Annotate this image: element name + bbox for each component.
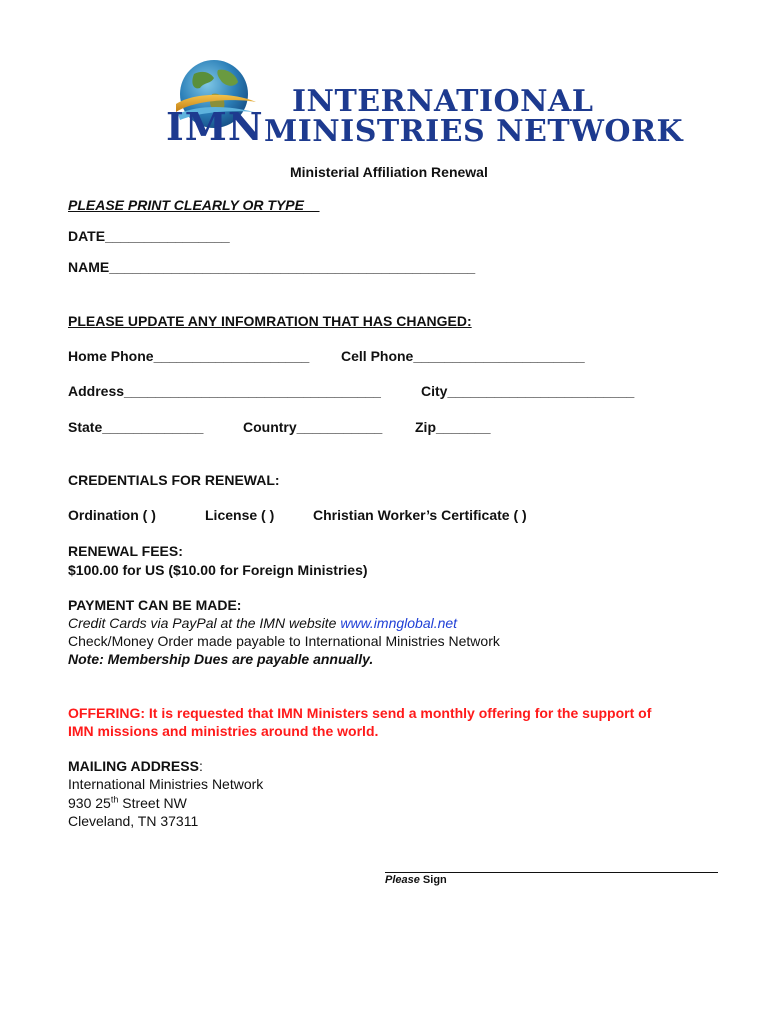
logo-title-line2: MINISTRIES NETWORK — [264, 114, 684, 149]
zip-field[interactable]: Zip_______ — [415, 419, 491, 435]
license-option[interactable]: License ( ) — [205, 507, 275, 523]
payment-credit-text: Credit Cards via PayPal at the IMN website — [68, 615, 341, 631]
mailing-colon: : — [198, 758, 203, 774]
city-field[interactable]: City________________________ — [421, 383, 635, 399]
street-number: 930 25 — [68, 795, 111, 811]
ordination-option[interactable]: Ordination ( ) — [68, 507, 156, 523]
form-title: Ministerial Affiliation Renewal — [290, 164, 488, 180]
mailing-city: Cleveland, TN 37311 — [68, 813, 199, 829]
update-notice: PLEASE UPDATE ANY INFOMRATION THAT HAS CHANGED: — [68, 313, 472, 329]
christian-worker-option[interactable]: Christian Worker’s Certificate ( ) — [313, 507, 527, 523]
credentials-heading: CREDENTIALS FOR RENEWAL: — [68, 472, 280, 488]
print-notice: PLEASE PRINT CLEARLY OR TYPE__ — [68, 197, 320, 213]
street-suffix: th — [110, 794, 119, 805]
mailing-org: International Ministries Network — [68, 776, 264, 792]
signature-please: Please — [385, 874, 420, 886]
mailing-heading-line — [68, 757, 203, 775]
cell-phone-field[interactable]: Cell Phone______________________ — [341, 348, 585, 364]
imn-logo — [160, 46, 684, 154]
payment-credit-line — [68, 614, 457, 632]
address-field[interactable]: Address_________________________________ — [68, 383, 381, 399]
offering-line1: OFFERING: It is requested that IMN Ministers send a monthly offering for the support of — [68, 705, 652, 721]
signature-sign: Sign — [419, 874, 447, 886]
mailing-street — [68, 794, 187, 812]
logo-title-line1: INTERNATIONAL — [292, 84, 594, 119]
fees-heading: RENEWAL FEES: — [68, 543, 183, 559]
home-phone-field[interactable]: Home Phone____________________ — [68, 348, 310, 364]
name-field[interactable]: NAME_______________________________________________ — [68, 259, 476, 275]
payment-heading: PAYMENT CAN BE MADE: — [68, 597, 242, 613]
country-field[interactable]: Country___________ — [243, 419, 383, 435]
date-field[interactable]: DATE________________ — [68, 228, 230, 244]
website-link[interactable]: www.imnglobal.net — [340, 615, 458, 631]
state-field[interactable]: State_____________ — [68, 419, 204, 435]
fees-amounts: $100.00 for US ($10.00 for Foreign Ministries) — [68, 562, 368, 578]
payment-note: Note: Membership Dues are payable annually. — [68, 651, 374, 667]
payment-check-line: Check/Money Order made payable to International Ministries Network — [68, 633, 500, 649]
signature-caption — [385, 873, 447, 887]
mailing-heading: MAILING ADDRESS — [68, 758, 199, 774]
logo-acronym: IMN — [166, 104, 264, 149]
street-name: Street NW — [118, 795, 187, 811]
offering-line2: IMN missions and ministries around the world. — [68, 723, 379, 739]
